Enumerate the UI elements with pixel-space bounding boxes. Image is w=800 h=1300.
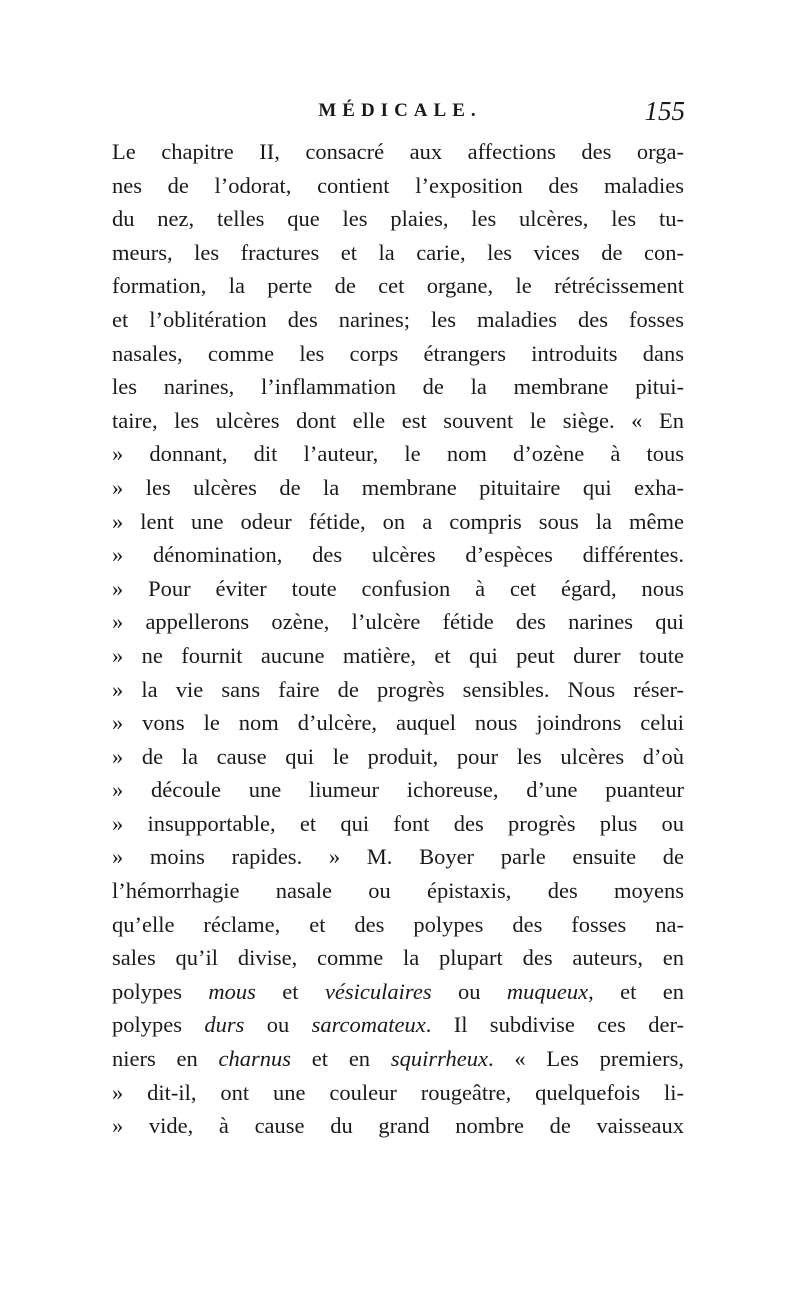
line-text: l’hémorrhagie nasale ou épistaxis, des moyens <box>112 878 684 904</box>
line-text: polypes <box>112 1012 205 1038</box>
text-line <box>112 874 684 908</box>
text-line <box>112 505 684 539</box>
line-text: Le chapitre II, consacré aux affections des orga- <box>112 139 684 164</box>
line-text: sales qu’il divise, comme la plupart des auteurs, en <box>112 945 684 971</box>
line-text: qu’elle réclame, et des polypes des fosses na- <box>112 911 684 937</box>
line-text: . Il subdivise ces der- <box>425 1012 684 1038</box>
line-text: et l’oblitération des narines; les maladies des fosses <box>112 306 684 332</box>
text-line <box>112 975 684 1009</box>
line-text: , et en <box>588 978 684 1004</box>
line-text: » dénomination, des ulcères d’espèces différentes. <box>112 542 684 568</box>
text-line <box>112 605 684 639</box>
line-text: formation, la perte de cet organe, le rétrécissement <box>112 273 684 299</box>
text-line <box>112 303 684 337</box>
italic-text: charnus <box>218 1046 292 1072</box>
line-text: polypes <box>112 978 209 1004</box>
text-line <box>112 639 684 673</box>
line-text: » la vie sans faire de progrès sensibles. Nous réser- <box>112 676 684 702</box>
line-text: » vons le nom d’ulcère, auquel nous joindrons celui <box>112 710 684 736</box>
text-line <box>112 941 684 975</box>
text-line <box>112 773 684 807</box>
line-text: » de la cause qui le produit, pour les ulcères d’où <box>112 743 684 769</box>
line-text: et en <box>291 1046 391 1072</box>
line-text: » Pour éviter toute confusion à cet égard, nous <box>112 575 684 601</box>
line-text: » vide, à cause du grand nombre de vaisseaux <box>112 1113 684 1139</box>
text-line <box>112 471 684 505</box>
line-text: nes de l’odorat, contient l’exposition des maladies <box>112 172 684 198</box>
text-line <box>112 202 684 236</box>
text-line <box>112 1076 684 1110</box>
line-text: les narines, l’inflammation de la membrane pitui- <box>112 374 684 400</box>
text-line <box>112 740 684 774</box>
text-line <box>112 538 684 572</box>
text-line <box>112 135 684 169</box>
text-line <box>112 673 684 707</box>
line-text: » donnant, dit l’auteur, le nom d’ozène à tous <box>112 441 684 467</box>
text-line <box>112 1008 684 1042</box>
line-text: » lent une odeur fétide, on a compris sous la même <box>112 508 684 534</box>
line-text: » dit-il, ont une couleur rougeâtre, quelquefois li- <box>112 1079 684 1105</box>
italic-text: durs <box>204 1012 245 1038</box>
line-text: meurs, les fractures et la carie, les vices de con- <box>112 239 684 265</box>
italic-text: muqueux <box>506 978 589 1004</box>
line-text: » moins rapides. » M. Boyer parle ensuite de <box>112 844 684 870</box>
line-text: » insupportable, et qui font des progrès plus ou <box>112 810 684 836</box>
text-line <box>112 370 684 404</box>
text-line <box>112 807 684 841</box>
italic-text: sarcomateux <box>311 1012 426 1038</box>
text-line <box>112 404 684 438</box>
text-line <box>112 840 684 874</box>
text-line <box>112 908 684 942</box>
page-number: 155 <box>644 96 685 126</box>
line-text: » appellerons ozène, l’ulcère fétide des narines qui <box>112 609 684 635</box>
line-text: ou <box>244 1012 312 1038</box>
text-line <box>112 706 684 740</box>
line-text: . « Les premiers, <box>487 1046 684 1072</box>
running-title: MÉDICALE. <box>318 100 482 121</box>
text-line <box>112 437 684 471</box>
text-line <box>112 1109 684 1143</box>
italic-text: squirrheux <box>390 1046 488 1072</box>
italic-text: vésiculaires <box>324 978 432 1004</box>
italic-text: mous <box>208 978 256 1004</box>
text-line <box>112 236 684 270</box>
line-text: niers en <box>112 1046 219 1072</box>
text-line <box>112 1042 684 1076</box>
body-text <box>112 135 684 1143</box>
line-text: et <box>255 978 325 1004</box>
text-line <box>112 337 684 371</box>
text-line <box>112 269 684 303</box>
line-text: du nez, telles que les plaies, les ulcères, les tu- <box>112 206 684 232</box>
line-text: ou <box>431 978 507 1004</box>
text-line <box>112 572 684 606</box>
line-text: nasales, comme les corps étrangers introduits dans <box>112 340 684 366</box>
line-text: » découle une liumeur ichoreuse, d’une puanteur <box>112 777 684 803</box>
running-head <box>115 96 685 130</box>
line-text: taire, les ulcères dont elle est souvent le siège. « En <box>112 407 684 433</box>
line-text: » les ulcères de la membrane pituitaire qui exha- <box>112 474 684 500</box>
line-text: » ne fournit aucune matière, et qui peut durer toute <box>112 642 684 668</box>
text-line <box>112 169 684 203</box>
